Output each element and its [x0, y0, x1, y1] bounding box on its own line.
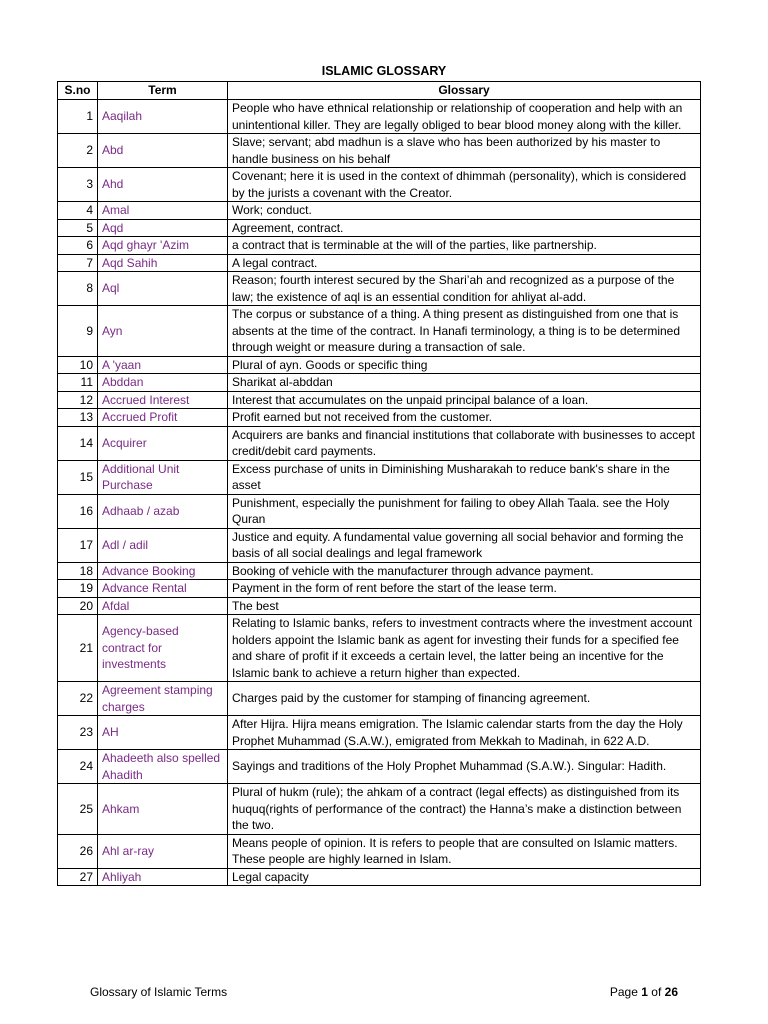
- row-term: Aqd Sahih: [98, 254, 228, 272]
- row-number: 1: [58, 100, 98, 134]
- row-term: Acquirer: [98, 426, 228, 460]
- table-row: [58, 750, 701, 784]
- row-definition: Slave; servant; abd madhun is a slave who has been authorized by his master to handle business on his behalf: [228, 134, 701, 168]
- row-definition: The best: [228, 597, 701, 615]
- footer-page-current: 1: [641, 985, 648, 999]
- glossary-table: [57, 81, 701, 886]
- row-definition: Justice and equity. A fundamental value governing all social behavior and forming the basis of all social dealings and legal framework: [228, 528, 701, 562]
- row-definition: Reason; fourth interest secured by the Shari’ah and recognized as a purpose of the law; the existence of aql is an essential condition for ahliyat al-add.: [228, 272, 701, 306]
- row-number: 7: [58, 254, 98, 272]
- row-definition: Plural of hukm (rule); the ahkam of a contract (legal effects) as distinguished from its huquq(rights of performance of the contract) the Hanna’s make a distinction between the two.: [228, 784, 701, 835]
- row-term: Afdal: [98, 597, 228, 615]
- table-row: [58, 374, 701, 392]
- row-definition: Payment in the form of rent before the start of the lease term.: [228, 580, 701, 598]
- row-number: 16: [58, 494, 98, 528]
- row-term: Aqd: [98, 219, 228, 237]
- row-definition: Means people of opinion. It is refers to people that are consulted on Islamic matters. These people are highly learned in Islam.: [228, 834, 701, 868]
- row-term: Ayn: [98, 306, 228, 357]
- row-number: 10: [58, 356, 98, 374]
- table-row: [58, 272, 701, 306]
- row-term: Aql: [98, 272, 228, 306]
- row-definition: Sayings and traditions of the Holy Prophet Muhammad (S.A.W.). Singular: Hadith.: [228, 750, 701, 784]
- row-number: 19: [58, 580, 98, 598]
- footer-page-number: [610, 985, 678, 999]
- table-row: [58, 682, 701, 716]
- column-header-sno: S.no: [58, 82, 98, 100]
- row-term: A 'yaan: [98, 356, 228, 374]
- row-number: 23: [58, 716, 98, 750]
- table-row: [58, 391, 701, 409]
- table-row: [58, 134, 701, 168]
- row-number: 9: [58, 306, 98, 357]
- row-number: 18: [58, 562, 98, 580]
- row-term: Additional Unit Purchase: [98, 460, 228, 494]
- row-number: 26: [58, 834, 98, 868]
- table-row: [58, 597, 701, 615]
- row-definition: People who have ethnical relationship or relationship of cooperation and help with an unintentional killer. They are legally obliged to bear blood money along with the killer.: [228, 100, 701, 134]
- row-term: Abddan: [98, 374, 228, 392]
- row-term: Accrued Profit: [98, 409, 228, 427]
- footer-page-word: Page: [609, 985, 638, 999]
- row-term: Abd: [98, 134, 228, 168]
- footer-page-total: 26: [664, 985, 678, 999]
- row-definition: Punishment, especially the punishment for failing to obey Allah Taala. see the Holy Quran: [228, 494, 701, 528]
- row-definition: A legal contract.: [228, 254, 701, 272]
- row-number: 22: [58, 682, 98, 716]
- row-definition: Relating to Islamic banks, refers to investment contracts where the investment account holders appoint the Islamic bank as agent for investing their funds for a specified fee and share of profit if it exceeds a certain level, the latter being an incentive for the Islamic bank to achieve a return higher than expected.: [228, 615, 701, 682]
- row-definition: Legal capacity: [228, 868, 701, 886]
- table-row: [58, 306, 701, 357]
- row-term: Ahliyah: [98, 868, 228, 886]
- row-definition: Charges paid by the customer for stamping of financing agreement.: [228, 682, 701, 716]
- row-term: Accrued Interest: [98, 391, 228, 409]
- table-row: [58, 615, 701, 682]
- row-term: Advance Booking: [98, 562, 228, 580]
- row-definition: Booking of vehicle with the manufacturer through advance payment.: [228, 562, 701, 580]
- row-term: Ahkam: [98, 784, 228, 835]
- row-term: Aqd ghayr 'Azim: [98, 237, 228, 255]
- column-header-glossary: Glossary: [228, 82, 701, 100]
- column-header-term: Term: [98, 82, 228, 100]
- row-number: 20: [58, 597, 98, 615]
- table-body: [58, 100, 701, 886]
- table-row: [58, 528, 701, 562]
- row-term: Aaqilah: [98, 100, 228, 134]
- row-number: 8: [58, 272, 98, 306]
- row-term: Adhaab / azab: [98, 494, 228, 528]
- row-number: 21: [58, 615, 98, 682]
- row-definition: Excess purchase of units in Diminishing Musharakah to reduce bank's share in the asset: [228, 460, 701, 494]
- row-definition: Sharikat al-abddan: [228, 374, 701, 392]
- table-row: [58, 254, 701, 272]
- table-row: [58, 168, 701, 202]
- row-number: 12: [58, 391, 98, 409]
- table-row: [58, 219, 701, 237]
- row-definition: The corpus or substance of a thing. A thing present as distinguished from one that is absents at the time of the contract. In Hanafi terminology, a thing is to be determined through weight or measure during a transaction of sale.: [228, 306, 701, 357]
- row-number: 11: [58, 374, 98, 392]
- row-number: 2: [58, 134, 98, 168]
- row-definition: Profit earned but not received from the customer.: [228, 409, 701, 427]
- table-header-row: [58, 82, 701, 100]
- table-row: [58, 868, 701, 886]
- table-row: [58, 100, 701, 134]
- row-number: 17: [58, 528, 98, 562]
- table-row: [58, 237, 701, 255]
- table-row: [58, 716, 701, 750]
- footer-document-name: Glossary of Islamic Terms: [90, 985, 228, 999]
- row-term: Agency-based contract for investments: [98, 615, 228, 682]
- row-number: 14: [58, 426, 98, 460]
- table-row: [58, 356, 701, 374]
- table-row: [58, 409, 701, 427]
- row-number: 27: [58, 868, 98, 886]
- row-number: 24: [58, 750, 98, 784]
- row-term: Ahd: [98, 168, 228, 202]
- row-definition: Interest that accumulates on the unpaid principal balance of a loan.: [228, 391, 701, 409]
- row-number: 25: [58, 784, 98, 835]
- row-definition: Covenant; here it is used in the context of dhimmah (personality), which is considered by the jurists a covenant with the Creator.: [228, 168, 701, 202]
- row-term: Adl / adil: [98, 528, 228, 562]
- row-term: Advance Rental: [98, 580, 228, 598]
- table-row: [58, 202, 701, 220]
- row-definition: Acquirers are banks and financial institutions that collaborate with businesses to accept credit/debit card payments.: [228, 426, 701, 460]
- row-term: Ahl ar-ray: [98, 834, 228, 868]
- footer-page-of: of: [651, 985, 662, 999]
- table-row: [58, 494, 701, 528]
- row-definition: After Hijra. Hijra means emigration. The Islamic calendar starts from the day the Holy Prophet Muhammad (S.A.W.), emigrated from Mekkah to Madinah, in 622 A.D.: [228, 716, 701, 750]
- table-row: [58, 460, 701, 494]
- row-term: Ahadeeth also spelled Ahadith: [98, 750, 228, 784]
- table-row: [58, 580, 701, 598]
- row-definition: Agreement, contract.: [228, 219, 701, 237]
- row-definition: Plural of ayn. Goods or specific thing: [228, 356, 701, 374]
- row-number: 13: [58, 409, 98, 427]
- row-term: Amal: [98, 202, 228, 220]
- row-number: 5: [58, 219, 98, 237]
- row-definition: Work; conduct.: [228, 202, 701, 220]
- page-title: ISLAMIC GLOSSARY: [321, 64, 447, 78]
- row-term: Agreement stamping charges: [98, 682, 228, 716]
- row-term: AH: [98, 716, 228, 750]
- table-row: [58, 784, 701, 835]
- row-number: 15: [58, 460, 98, 494]
- table-row: [58, 562, 701, 580]
- row-number: 6: [58, 237, 98, 255]
- row-number: 3: [58, 168, 98, 202]
- row-definition: a contract that is terminable at the will of the parties, like partnership.: [228, 237, 701, 255]
- row-number: 4: [58, 202, 98, 220]
- table-row: [58, 834, 701, 868]
- table-row: [58, 426, 701, 460]
